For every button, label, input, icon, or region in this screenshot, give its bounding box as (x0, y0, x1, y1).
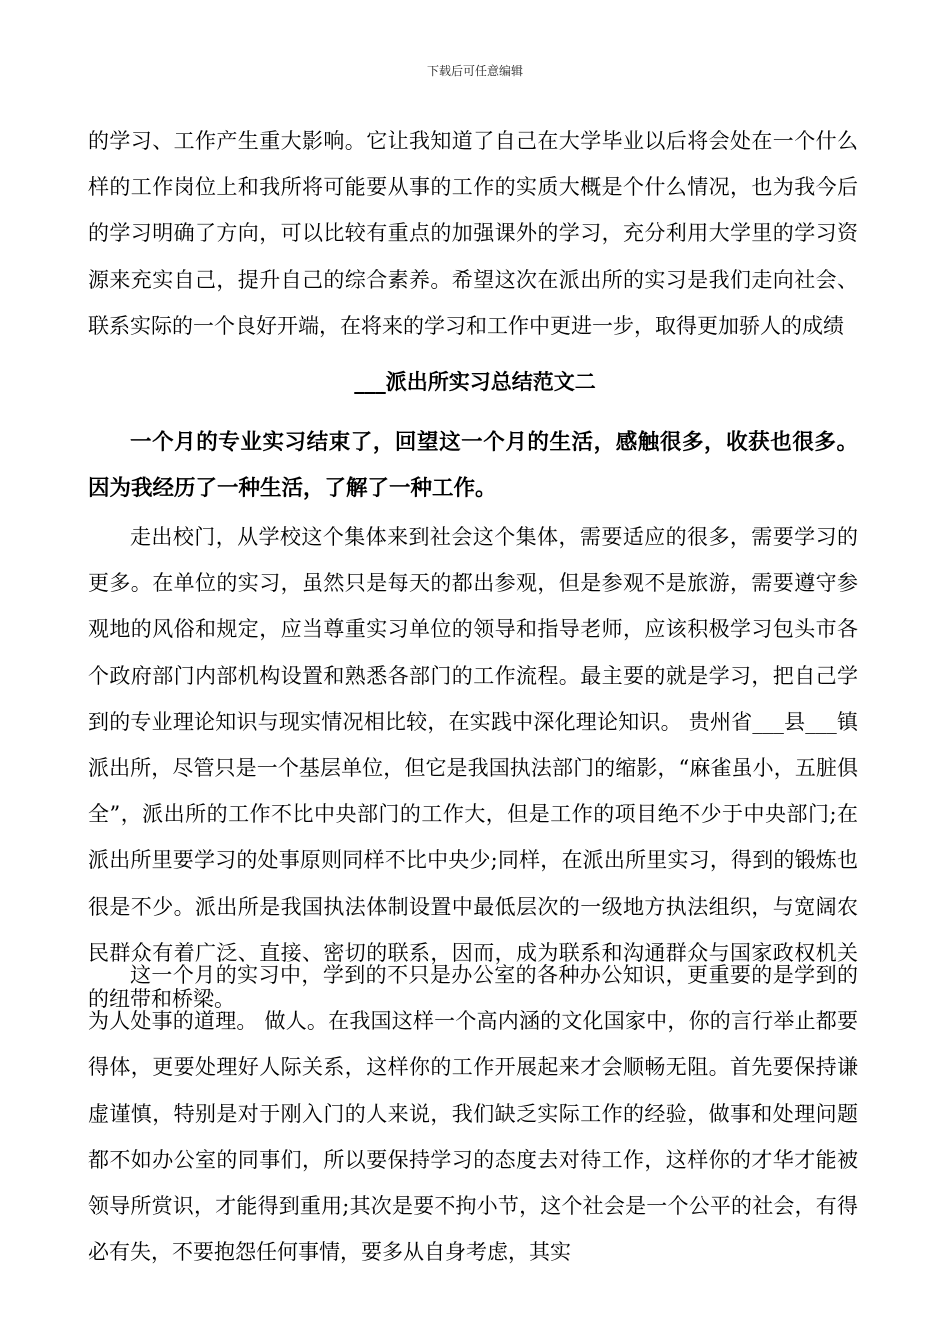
bold-intro-paragraph: 一个月的专业实习结束了，回望这一个月的生活，感触很多，收获也很多。因为我经历了一种生活，了解了一种工作。 (88, 430, 858, 501)
section-title: ___派出所实习总结范文二 (354, 370, 596, 394)
paragraph-body-2: 这一个月的实习中，学到的不只是办公室的各种办公知识，更重要的是学到的为人处事的道理。 做人。在我国这样一个高内涵的文化国家中，你的言行举止都要得体，更要处理好人际关系，这样你的工作开展起来才会顺畅无阻。首先要保持谦虚谨慎，特别是对于刚入门的人来说，我们缺乏实际工作的经验，做事和处理问题都不如办公室的同事们，所以要保持学习的态度去对待工作，这样你的才华才能被领导所赏识，才能得到重用;其次是要不拘小节，这个社会是一个公平的社会，有得必有失，不要抱怨任何事情，要多从自身考虑，其实 (88, 963, 858, 1265)
paragraph-continuation: 的学习、工作产生重大影响。它让我知道了自己在大学毕业以后将会处在一个什么样的工作岗位上和我所将可能要从事的工作的实质大概是个什么情况，也为我今后的学习明确了方向，可以比较有重点的加强课外的学习，充分利用大学里的学习资源来充实自己，提升自己的综合素养。希望这次在派出所的实习是我们走向社会、联系实际的一个良好开端，在将来的学习和工作中更进一步，取得更加骄人的成绩 (88, 129, 858, 338)
page-header-note: 下载后可任意编辑 (426, 64, 523, 78)
paragraph-body-1: 走出校门，从学校这个集体来到社会这个集体，需要适应的很多，需要学习的更多。在单位的实习，虽然只是每天的都出参观，但是参观不是旅游，需要遵守参观地的风俗和规定，应当尊重实习单位的领导和指导老师，应该积极学习包头市各个政府部门内部机构设置和熟悉各部门的工作流程。最主要的就是学习，把自己学到的专业理论知识与现实情况相比较，在实践中深化理论知识。 贵州省___县___镇派出所，尽管只是一个基层单位，但它是我国执法部门的缩影，“麻雀虽小，五脏俱全”，派出所的工作不比中央部门的工作大，但是工作的项目绝不少于中央部门;在派出所里要学习的处事原则同样不比中央少;同样，在派出所里实习，得到的锻炼也很是不少。派出所是我国执法体制设置中最低层次的一级地方执法组织，与宽阔农民群众有着广泛、直接、密切的联系，因而，成为联系和沟通群众与国家政权机关的纽带和桥梁。 (88, 525, 858, 1012)
